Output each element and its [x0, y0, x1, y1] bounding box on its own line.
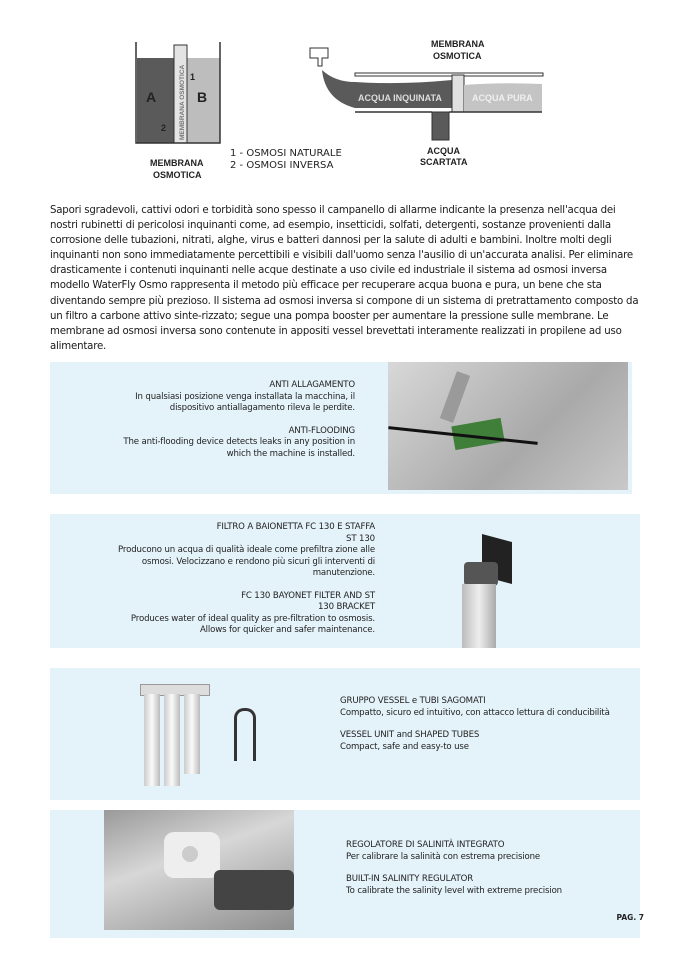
panel-title-en: BUILT-IN SALINITY REGULATOR [346, 874, 474, 884]
membrane-left-label: MEMBRANA [150, 158, 204, 168]
legend-natural-osmosis: 1 - OSMOSI NATURALE [230, 148, 342, 159]
reverse-osmosis-pipe [310, 39, 543, 167]
legend-reverse-osmosis: 2 - OSMOSI INVERSA [230, 160, 334, 171]
panel-text-en: Produces water of ideal quality as pre-filtration to osmosis. Allows for quicker and safer maintenance. [130, 613, 375, 635]
osmosis-diagram [100, 30, 560, 190]
vessel-unit-photo [134, 678, 274, 788]
anti-flooding-photo [388, 362, 628, 490]
intro-paragraph: Sapori sgradevoli, cattivi odori e torbidità sono spesso il campanello di allarme indicante la presenza nell'acqua dei nostri rubinetti di pericolosi inquinanti come, ad esempio, insetticidi, solfati, detergenti, sostanze provenienti dalla corrosione delle tubazioni, nitrati, alghe, virus e batteri dannosi per la salute di adulti e bambini. Inoltre molti degli inquinanti non sono immediatamente percettibili e visibili dall'uomo senza l'ausilio di un'accurata analisi. Per eliminare drasticamente i contenuti inquinanti nelle acque destinate a uso civile ed industriale il sistema ad osmosi inversa modello WaterFly Osmo rappresenta il metodo più efficace per recuperare acqua buona e pura, un bene che sta diventando sempre più prezioso. Il sistema ad osmosi inversa si compone di un sistema di pretrattamento composto da un filtro a carbone attivo sinte-rizzato; segue una pompa booster per aumentare la pressione sulle membrane. Le membrane ad osmosi inversa sono contenute in appositi vessel brevettati interamente realizzati in propilene ad uso alimentare. [50, 205, 639, 352]
feature-panel-bayonet-filter [50, 514, 640, 648]
panel-text-en: To calibrate the salinity level with extreme precision [346, 885, 562, 896]
page-number: PAG. 7 [616, 913, 644, 922]
feature-panel-vessel-unit [50, 668, 640, 800]
membrane-top-label: OSMOTICA [433, 51, 482, 61]
waste-water-label: ACQUA [427, 146, 460, 156]
panel-title-it: REGOLATORE DI SALINITÀ INTEGRATO [346, 840, 505, 850]
panel-text-it: Compatto, sicuro ed intuitivo, con attacco lettura di conducibilità [340, 707, 610, 718]
panel-title-it: GRUPPO VESSEL e TUBI SAGOMATI [340, 696, 486, 706]
polluted-water-label: ACQUA INQUINATA [358, 93, 442, 103]
label-1: 1 [190, 72, 196, 82]
membrane-vertical-label: MEMBRANA OSMOTICA [179, 64, 186, 140]
panel-title-en: ANTI-FLOODING [288, 425, 355, 436]
panel-title-it: FILTRO A BAIONETTA FC 130 E STAFFA ST 130 [216, 522, 375, 544]
label-2: 2 [161, 123, 167, 133]
label-a: A [146, 89, 157, 105]
panel-title-en: VESSEL UNIT and SHAPED TUBES [340, 730, 480, 740]
panel-text-en: The anti-flooding device detects leaks in any position in which the machine is installed. [123, 437, 355, 459]
pure-water-label: ACQUA PURA [472, 93, 533, 103]
waste-water-label: SCARTATA [420, 157, 468, 167]
panel-title-it: ANTI ALLAGAMENTO [269, 380, 355, 390]
panel-title-en: FC 130 BAYONET FILTER AND ST 130 BRACKET [241, 590, 375, 612]
feature-panel-salinity-regulator [50, 810, 640, 938]
panel-text-it: In qualsiasi posizione venga installata la macchina, il dispositivo antiallagamento rileva le perdite. [135, 391, 355, 413]
feature-panel-anti-flooding [50, 362, 632, 494]
osmosis-tank [136, 42, 220, 180]
panel-text-en: Compact, safe and easy-to use [340, 741, 469, 752]
filter-photo [460, 538, 520, 648]
panel-text-it: Per calibrare la salinità con estrema precisione [346, 851, 541, 862]
panel-text-it: Producono un acqua di qualità ideale come prefiltra zione alle osmosi. Velocizzano e rendono più sicuri gli interventi di manutenzione. [118, 545, 375, 578]
salinity-regulator-photo [104, 810, 294, 930]
label-b: B [197, 89, 208, 105]
membrane-top-label: MEMBRANA [431, 39, 485, 49]
membrane-left-label: OSMOTICA [153, 170, 202, 180]
